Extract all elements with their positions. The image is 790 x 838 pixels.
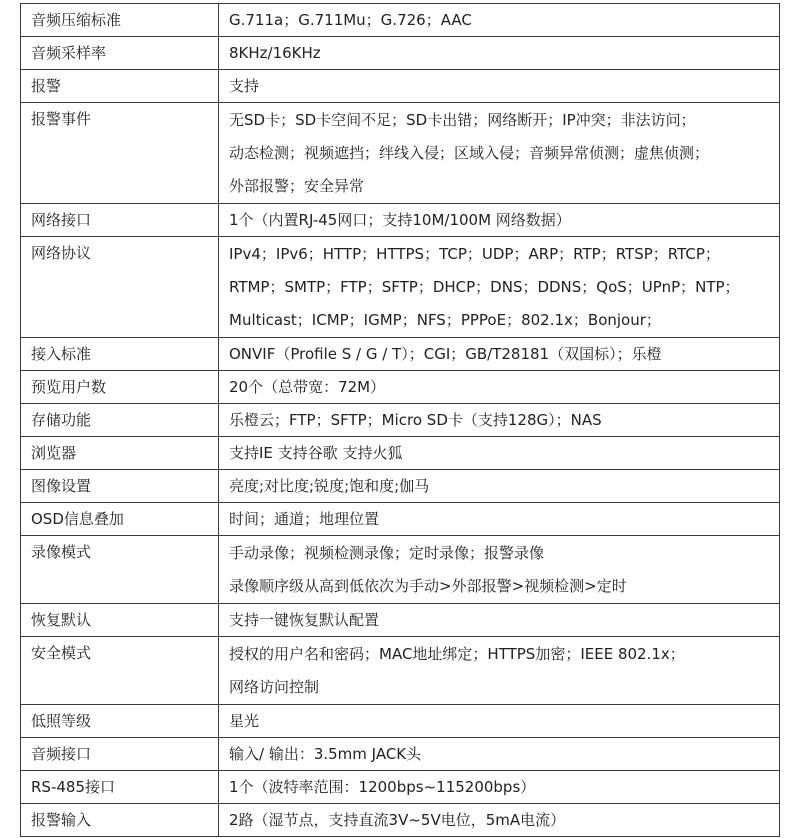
spec-row — [21, 70, 780, 103]
spec-label: 录像模式 — [21, 536, 219, 604]
spec-row — [21, 437, 780, 470]
spec-value-line: 支持IE 支持谷歌 支持火狐 — [229, 444, 403, 462]
spec-value-line: 录像顺序级从高到低依次为手动>外部报警>视频检测>定时 — [229, 577, 627, 595]
spec-value — [219, 738, 780, 771]
spec-value-line: 网络访问控制 — [229, 678, 320, 696]
spec-value-line: 无SD卡；SD卡空间不足；SD卡出错；网络断开；IP冲突；非法访问； — [229, 111, 696, 129]
spec-label: RS-485接口 — [21, 771, 219, 804]
spec-value-line: 20个（总带宽：72M） — [229, 378, 386, 396]
spec-value — [219, 338, 780, 371]
spec-value-line: 乐橙云；FTP；SFTP；Micro SD卡（支持128G）；NAS — [229, 411, 602, 429]
spec-label: 预览用户数 — [21, 371, 219, 404]
spec-label: 网络协议 — [21, 237, 219, 338]
spec-value-line: 动态检测；视频遮挡；绊线入侵；区域入侵；音频异常侦测；虚焦侦测； — [229, 144, 710, 162]
spec-label: 音频采样率 — [21, 37, 219, 70]
spec-value-line: G.711a；G.711Mu；G.726；AAC — [229, 11, 472, 29]
spec-value — [219, 237, 780, 338]
spec-label: 网络接口 — [21, 204, 219, 237]
spec-label: 安全模式 — [21, 637, 219, 705]
spec-label: 音频接口 — [21, 738, 219, 771]
spec-value-line: 星光 — [229, 712, 260, 730]
spec-value-line: 手动录像；视频检测录像；定时录像；报警录像 — [229, 544, 545, 562]
spec-label: 报警输入 — [21, 804, 219, 837]
spec-row — [21, 204, 780, 237]
spec-label: 低照等级 — [21, 705, 219, 738]
spec-label: OSD信息叠加 — [21, 503, 219, 536]
spec-row — [21, 536, 780, 604]
spec-row — [21, 604, 780, 637]
spec-value — [219, 637, 780, 705]
spec-label: 音频压缩标准 — [21, 4, 219, 37]
spec-value — [219, 503, 780, 536]
spec-label: 报警 — [21, 70, 219, 103]
spec-value-line: 1个（波特率范围：1200bps~115200bps） — [229, 778, 536, 796]
spec-row — [21, 503, 780, 536]
spec-value-line: 时间；通道；地理位置 — [229, 510, 380, 528]
spec-value — [219, 4, 780, 37]
spec-row — [21, 705, 780, 738]
spec-row — [21, 103, 780, 204]
spec-value-line: 2路（湿节点，支持直流3V~5V电位，5mA电流） — [229, 811, 566, 829]
spec-value-line: 授权的用户名和密码；MAC地址绑定；HTTPS加密；IEEE 802.1x； — [229, 645, 685, 663]
spec-row — [21, 371, 780, 404]
spec-row — [21, 4, 780, 37]
spec-value — [219, 404, 780, 437]
spec-row — [21, 237, 780, 338]
spec-value — [219, 371, 780, 404]
spec-value — [219, 604, 780, 637]
spec-row — [21, 771, 780, 804]
spec-label: 报警事件 — [21, 103, 219, 204]
spec-label: 恢复默认 — [21, 604, 219, 637]
spec-table — [20, 3, 780, 837]
spec-value — [219, 37, 780, 70]
spec-value — [219, 70, 780, 103]
spec-value — [219, 470, 780, 503]
spec-label: 存储功能 — [21, 404, 219, 437]
spec-label: 图像设置 — [21, 470, 219, 503]
spec-value — [219, 804, 780, 837]
spec-value-line: Multicast；ICMP；IGMP；NFS；PPPoE；802.1x；Bonjour； — [229, 311, 661, 329]
spec-value — [219, 103, 780, 204]
spec-row — [21, 338, 780, 371]
spec-row — [21, 404, 780, 437]
spec-value-line: 输入/ 输出：3.5mm JACK头 — [229, 745, 422, 763]
spec-value-line: 1个（内置RJ-45网口；支持10M/100M 网络数据） — [229, 211, 571, 229]
spec-value-line: 8KHz/16KHz — [229, 44, 321, 62]
spec-value-line: IPv4；IPv6；HTTP；HTTPS；TCP；UDP；ARP；RTP；RTSP；RTCP； — [229, 245, 720, 263]
spec-row — [21, 804, 780, 837]
spec-value — [219, 771, 780, 804]
spec-label: 接入标准 — [21, 338, 219, 371]
spec-value — [219, 536, 780, 604]
spec-value-line: 支持 — [229, 77, 260, 95]
spec-label: 浏览器 — [21, 437, 219, 470]
spec-value — [219, 437, 780, 470]
spec-row — [21, 637, 780, 705]
spec-value-line: 亮度;对比度;锐度;饱和度;伽马 — [229, 477, 430, 495]
spec-value-line: 支持一键恢复默认配置 — [229, 611, 380, 629]
spec-row — [21, 470, 780, 503]
spec-row — [21, 738, 780, 771]
spec-value — [219, 204, 780, 237]
spec-value-line: ONVIF（Profile S / G / T）；CGI；GB/T28181（双国标）；乐橙 — [229, 345, 662, 363]
spec-table-body — [21, 4, 780, 837]
spec-value — [219, 705, 780, 738]
spec-value-line: RTMP；SMTP；FTP；SFTP；DHCP；DNS；DDNS；QoS；UPnP；NTP； — [229, 278, 740, 296]
spec-value-line: 外部报警；安全异常 — [229, 177, 365, 195]
spec-row — [21, 37, 780, 70]
